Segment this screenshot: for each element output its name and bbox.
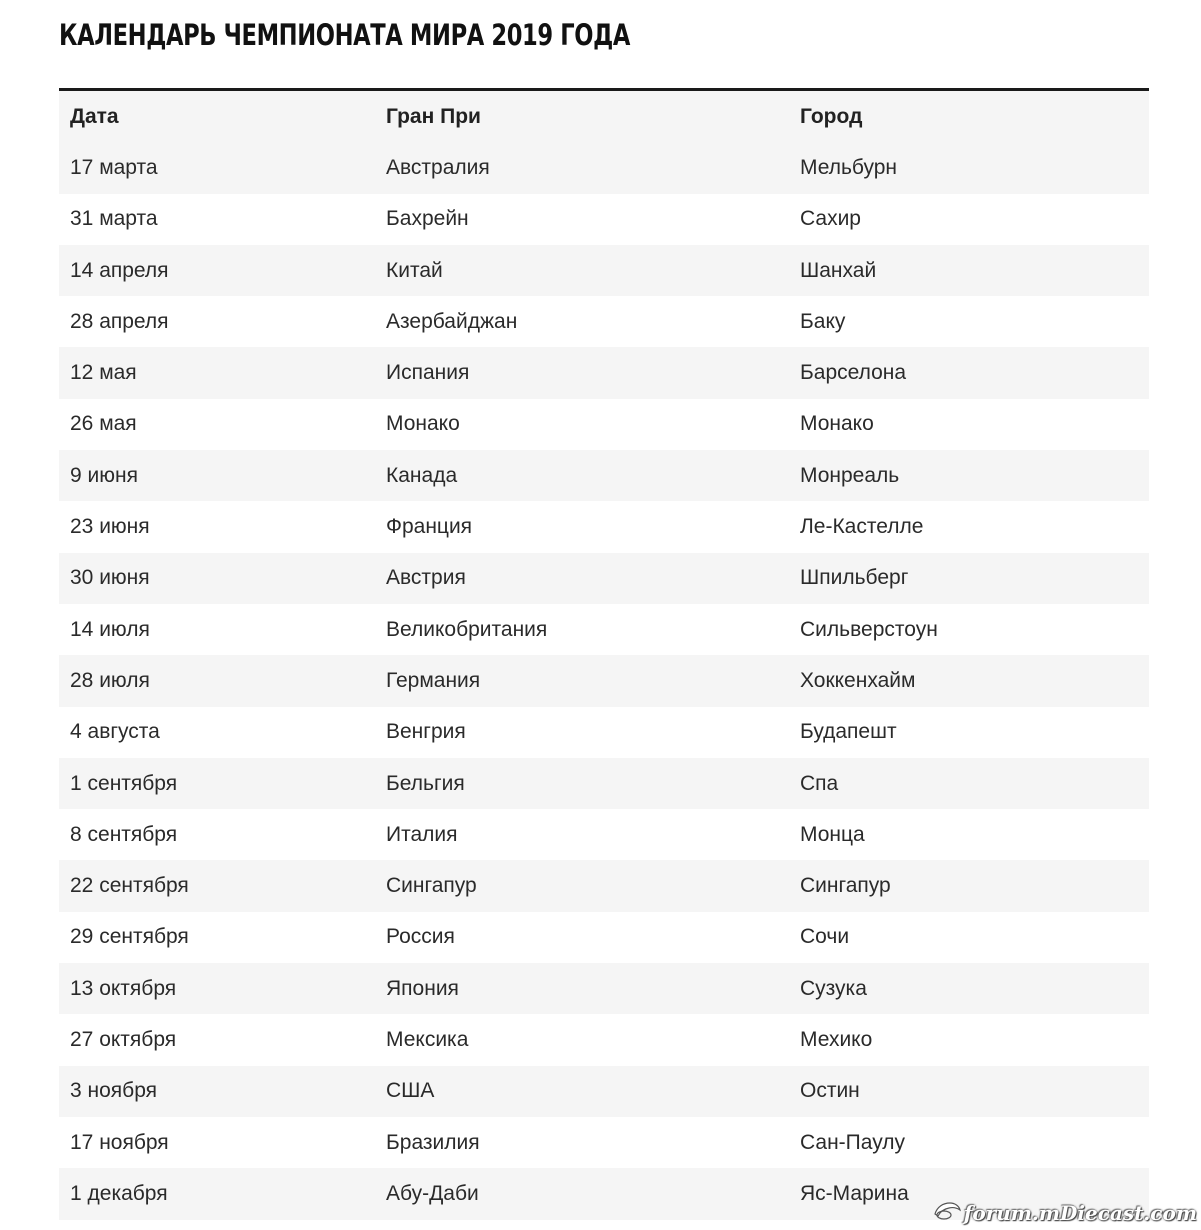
cell-grand-prix: Германия xyxy=(386,668,481,692)
cell-date: 3 ноября xyxy=(70,1079,158,1103)
table-row xyxy=(59,450,1149,501)
table-row xyxy=(59,655,1149,706)
cell-city: Шанхай xyxy=(800,258,877,282)
cell-city: Монреаль xyxy=(800,463,900,487)
cell-grand-prix: Россия xyxy=(386,925,455,949)
header-grand-prix: Гран При xyxy=(386,104,481,128)
cell-date: 26 мая xyxy=(70,412,137,436)
table-row xyxy=(59,142,1149,193)
cell-grand-prix: Франция xyxy=(386,515,473,539)
cell-date: 1 декабря xyxy=(70,1181,168,1205)
table-row xyxy=(59,245,1149,296)
table-row xyxy=(59,809,1149,860)
cell-city: Монца xyxy=(800,822,865,846)
cell-city: Монако xyxy=(800,412,874,436)
cell-grand-prix: Австралия xyxy=(386,155,490,179)
header-city: Город xyxy=(800,104,863,128)
cell-city: Сан-Паулу xyxy=(800,1130,905,1154)
table-row xyxy=(59,553,1149,604)
cell-grand-prix: Япония xyxy=(386,976,459,1000)
table-header-row xyxy=(59,90,1149,143)
table-row xyxy=(59,758,1149,809)
cell-date: 14 июля xyxy=(70,617,150,641)
cell-city: Сочи xyxy=(800,925,850,949)
cell-date: 14 апреля xyxy=(70,258,169,282)
cell-city: Спа xyxy=(800,771,839,795)
cell-date: 1 сентября xyxy=(70,771,178,795)
cell-date: 28 июля xyxy=(70,668,150,692)
table-row xyxy=(59,1014,1149,1065)
page-title: КАЛЕНДАРЬ ЧЕМПИОНАТА МИРА 2019 ГОДА xyxy=(59,18,630,52)
cell-grand-prix: Великобритания xyxy=(386,617,548,641)
cell-grand-prix: Венгрия xyxy=(386,720,466,744)
cell-date: 31 марта xyxy=(70,207,158,231)
cell-city: Мехико xyxy=(800,1027,873,1051)
header-date: Дата xyxy=(70,104,119,128)
cell-grand-prix: Китай xyxy=(386,258,443,282)
cell-city: Будапешт xyxy=(800,720,897,744)
cell-grand-prix: Бразилия xyxy=(386,1130,480,1154)
calendar-table xyxy=(59,88,1149,1220)
watermark-text: forum.mDiecast.com xyxy=(963,1200,1197,1225)
cell-city: Остин xyxy=(800,1079,860,1103)
cell-city: Мельбурн xyxy=(800,155,898,179)
table-row xyxy=(59,1066,1149,1117)
cell-city: Сильверстоун xyxy=(800,617,938,641)
cell-city: Баку xyxy=(800,309,846,333)
cell-grand-prix: Бахрейн xyxy=(386,207,469,231)
cell-city: Сингапур xyxy=(800,874,891,898)
cell-grand-prix: Азербайджан xyxy=(386,309,518,333)
table-row xyxy=(59,501,1149,552)
cell-date: 27 октября xyxy=(70,1027,177,1051)
cell-date: 30 июня xyxy=(70,566,150,590)
table-row xyxy=(59,399,1149,450)
cell-city: Хоккенхайм xyxy=(800,668,916,692)
cell-date: 28 апреля xyxy=(70,309,169,333)
watermark xyxy=(932,1198,1197,1227)
table-row xyxy=(59,963,1149,1014)
cell-grand-prix: Канада xyxy=(386,463,458,487)
table-row xyxy=(59,707,1149,758)
cell-grand-prix: Абу-Даби xyxy=(386,1181,479,1205)
cell-grand-prix: Монако xyxy=(386,412,460,436)
cell-date: 4 августа xyxy=(70,720,160,744)
cell-date: 17 ноября xyxy=(70,1130,169,1154)
cell-city: Ле-Кастелле xyxy=(800,515,924,539)
cell-city: Сахир xyxy=(800,207,861,231)
cell-city: Шпильберг xyxy=(800,566,909,590)
cell-city: Сузука xyxy=(800,976,867,1000)
cell-grand-prix: США xyxy=(386,1079,435,1103)
table-row xyxy=(59,604,1149,655)
cell-grand-prix: Испания xyxy=(386,361,470,385)
table-row xyxy=(59,860,1149,911)
cell-grand-prix: Мексика xyxy=(386,1027,469,1051)
car-logo-icon xyxy=(932,1198,962,1227)
cell-grand-prix: Австрия xyxy=(386,566,466,590)
cell-date: 9 июня xyxy=(70,463,138,487)
cell-date: 29 сентября xyxy=(70,925,189,949)
cell-grand-prix: Сингапур xyxy=(386,874,477,898)
cell-city: Барселона xyxy=(800,361,907,385)
cell-date: 22 сентября xyxy=(70,874,189,898)
table-row xyxy=(59,912,1149,963)
cell-date: 12 мая xyxy=(70,361,137,385)
cell-date: 8 сентября xyxy=(70,822,178,846)
table-row xyxy=(59,347,1149,398)
cell-date: 17 марта xyxy=(70,155,158,179)
table-row xyxy=(59,296,1149,347)
table-row xyxy=(59,194,1149,245)
cell-date: 23 июня xyxy=(70,515,150,539)
cell-city: Яс-Марина xyxy=(800,1181,909,1205)
cell-grand-prix: Италия xyxy=(386,822,458,846)
table-row xyxy=(59,1117,1149,1168)
cell-grand-prix: Бельгия xyxy=(386,771,465,795)
cell-date: 13 октября xyxy=(70,976,177,1000)
